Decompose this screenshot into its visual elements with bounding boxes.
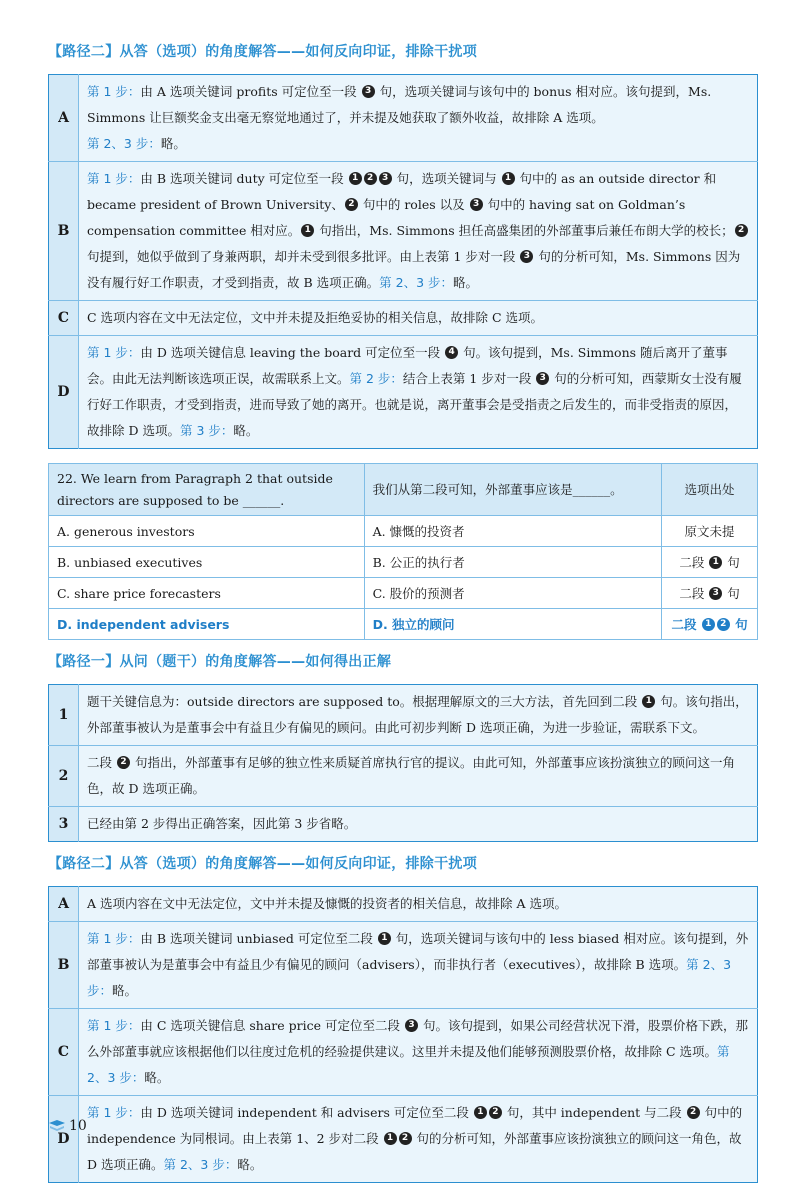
analysis-text: 结合上表第 1 步对一段 (402, 371, 536, 386)
q21-option-label: D (49, 336, 79, 449)
route1-step-content (79, 685, 758, 746)
analysis-text: 略。 (453, 275, 479, 290)
sentence-number-badge: 2 (345, 198, 358, 211)
sentence-number-badge: 3 (362, 85, 375, 98)
q22-option-row-d (49, 1096, 758, 1183)
q21-option-label: A (49, 75, 79, 162)
q22-option-source (662, 609, 758, 640)
source-text: 二段 (679, 586, 709, 601)
sentence-number-badge: 1 (384, 1132, 397, 1145)
q22-option-label: A (49, 887, 79, 922)
analysis-text: 句指出，外部董事有足够的独立性来质疑首席执行官的提议。由此可知，外部董事应该扮演独立的顾问这一角色，故 D 选项正确。 (87, 755, 735, 796)
q21-option-label: C (49, 301, 79, 336)
q22-option-content (79, 887, 758, 922)
sentence-number-badge: 1 (642, 695, 655, 708)
source-text: 句 (723, 555, 740, 570)
route1-step-row-3 (49, 807, 758, 842)
sentence-number-badge: 3 (536, 372, 549, 385)
step-label: 第 3 步： (179, 423, 234, 438)
q22-source-header: 选项出处 (662, 464, 758, 516)
q22-option-row (49, 547, 758, 578)
step-label: 第 1 步： (87, 1018, 141, 1033)
analysis-text: 句，选项关键词与 (392, 171, 501, 186)
q22-option-row-b (49, 922, 758, 1009)
q21-option-row-c (49, 301, 758, 336)
q21-option-content (79, 301, 758, 336)
analysis-text: 由 A 选项关键词 profits 可定位至一段 (140, 84, 361, 99)
sentence-number-badge: 3 (470, 198, 483, 211)
q22-option-row-c (49, 1009, 758, 1096)
analysis-text: 二段 (87, 755, 116, 770)
route1-step-label: 1 (49, 685, 79, 746)
sentence-number-badge: 3 (709, 587, 722, 600)
q22-option-english: B. unbiased executives (49, 547, 365, 578)
route1-step-label: 3 (49, 807, 79, 842)
step-label: 第 1 步： (87, 931, 141, 946)
step-label: 第 1 步： (87, 84, 141, 99)
analysis-text: 略。 (144, 1070, 170, 1085)
q21-option-row-a (49, 75, 758, 162)
sentence-number-badge: 1 (378, 932, 391, 945)
q22-header-row (49, 464, 758, 516)
q21-option-content (79, 75, 758, 162)
analysis-text: 由 B 选项关键词 duty 可定位至一段 (140, 171, 348, 186)
sentence-number-badge: 2 (117, 756, 130, 769)
sentence-number-badge: 2 (364, 172, 377, 185)
q21-option-row-d (49, 336, 758, 449)
q21-option-content (79, 336, 758, 449)
sentence-number-badge: 1 (349, 172, 362, 185)
analysis-text: 句的分析可知，外部董事应该扮演独立的顾问这一角色，故 D 选项正确。 (87, 1131, 742, 1172)
source-text: 句 (730, 617, 748, 632)
q22-route1-steps-table (48, 684, 758, 842)
q21-option-content (79, 162, 758, 301)
analysis-text: 句中的 having sat on Goldman’s compensation committee 相对应。 (87, 197, 686, 238)
sentence-number-badge: 2 (717, 618, 730, 631)
q22-option-chinese: C. 股价的预测者 (364, 578, 662, 609)
analysis-text: 句，选项关键词与该句中的 bonus 相对应。该句提到，Ms. Simmons 让巨额奖金支出毫无察觉地通过了，并未提及她获取了额外收益，故排除 A 选项。 (87, 84, 712, 125)
q22-option-row-a (49, 887, 758, 922)
analysis-text: C 选项内容在文中无法定位，文中并未提及拒绝妥协的相关信息，故排除 C 选项。 (87, 310, 544, 325)
q22-option-row (49, 609, 758, 640)
q21-option-label: B (49, 162, 79, 301)
book-icon (48, 1119, 66, 1133)
q22-english-question: 22. We learn from Paragraph 2 that outside directors are supposed to be ______. (49, 464, 365, 516)
analysis-text: A 选项内容在文中无法定位，文中并未提及慷慨的投资者的相关信息，故排除 A 选项。 (87, 896, 567, 911)
q22-option-source (662, 516, 758, 547)
analysis-text: 句中的 as an outside director 和 became president of Brown University、 (87, 171, 717, 212)
route2-heading-q21: 【路径二】从答（选项）的角度解答——如何反向印证，排除干扰项 (48, 44, 477, 60)
analysis-text: 略。 (237, 1157, 263, 1172)
analysis-text: 句中的 independence 为同根词。由上表第 1、2 步对二段 (87, 1105, 743, 1146)
analysis-text: 由 B 选项关键词 unbiased 可定位至二段 (140, 931, 377, 946)
q22-option-content (79, 1096, 758, 1183)
analysis-text: 句。该句指出，外部董事被认为是董事会中有益且少有偏见的顾问。由此可初步判断 D 选项正确，为进一步验证，需联系下文。 (87, 694, 748, 735)
q22-option-content (79, 922, 758, 1009)
sentence-number-badge: 2 (687, 1106, 700, 1119)
page-footer (48, 1115, 87, 1137)
sentence-number-badge: 2 (489, 1106, 502, 1119)
q22-option-source (662, 578, 758, 609)
analysis-text: 句。该句提到，如果公司经营状况下滑，股票价格下跌，那么外部董事就应该根据他们以往度过危机的经验提供建议。这里并未提及他们能够预测股票价格，故排除 C 选项。 (87, 1018, 748, 1059)
analysis-text: 由 C 选项关键信息 share price 可定位至二段 (140, 1018, 404, 1033)
analysis-text: 句，其中 independent 与二段 (502, 1105, 686, 1120)
step-label: 第 2、3 步： (163, 1157, 238, 1172)
analysis-text: 句指出，Ms. Simmons 担任高盛集团的外部董事后兼任布朗大学的校长； (315, 223, 734, 238)
q22-option-label: C (49, 1009, 79, 1096)
analysis-text: 句的分析可知，Ms. Simmons 因为没有履行好工作职责，才受到指责，故 B 选项正确。 (87, 249, 741, 290)
sentence-number-badge: 1 (301, 224, 314, 237)
analysis-text: 略。 (160, 136, 186, 151)
analysis-text: 句中的 roles 以及 (358, 197, 469, 212)
sentence-number-badge: 1 (702, 618, 715, 631)
sentence-number-badge: 1 (474, 1106, 487, 1119)
q22-option-label: B (49, 922, 79, 1009)
analysis-text: 已经由第 2 步得出正确答案，因此第 3 步省略。 (87, 816, 357, 831)
sentence-number-badge: 3 (520, 250, 533, 263)
sentence-number-badge: 4 (445, 346, 458, 359)
q21-options-analysis-table (48, 74, 758, 449)
analysis-text: 句。该句提到，Ms. Simmons 随后离开了董事会。由此无法判断该选项正误，故需联系上文。 (87, 345, 728, 386)
route1-heading-q22: 【路径一】从问（题干）的角度解答——如何得出正解 (48, 654, 392, 670)
analysis-text: 句，选项关键词与该句中的 less biased 相对应。该句提到，外部董事被认为是董事会中有益且少有偏见的顾问（advisers），而非执行者（executives），故排除 B 选项。 (87, 931, 749, 972)
step-label: 第 1 步： (87, 1105, 141, 1120)
q21-option-row-b (49, 162, 758, 301)
analysis-text: 由 D 选项关键信息 leaving the board 可定位至一段 (140, 345, 445, 360)
source-text: 二段 (671, 617, 701, 632)
q22-option-english: C. share price forecasters (49, 578, 365, 609)
route1-step-row-2 (49, 746, 758, 807)
analysis-text: 由 D 选项关键词 independent 和 advisers 可定位至二段 (140, 1105, 473, 1120)
q22-option-chinese: B. 公正的执行者 (364, 547, 662, 578)
q22-option-label: D (49, 1096, 79, 1183)
q22-options-analysis-table (48, 886, 758, 1183)
q22-option-english: D. independent advisers (49, 609, 365, 640)
step-label: 第 1 步： (87, 171, 141, 186)
step-label: 第 2、3 步： (379, 275, 453, 290)
source-text: 句 (723, 586, 740, 601)
route1-step-content (79, 746, 758, 807)
q22-option-english: A. generous investors (49, 516, 365, 547)
q22-question-table (48, 463, 758, 640)
analysis-text: 句提到，她似乎做到了身兼两职，却并未受到很多批评。由上表第 1 步对一段 (87, 249, 520, 264)
step-label: 第 2、3 步： (87, 957, 732, 998)
q22-option-row (49, 516, 758, 547)
q22-option-source (662, 547, 758, 578)
q22-option-chinese: D. 独立的顾问 (364, 609, 662, 640)
analysis-text: 句的分析可知，西蒙斯女士没有履行好工作职责，才受到指责，进而导致了她的离开。也就是说，离开董事会是受指责之后发生的，而非受指责的原因，故排除 D 选项。 (87, 371, 742, 438)
sentence-number-badge: 3 (405, 1019, 418, 1032)
route1-step-row-1 (49, 685, 758, 746)
q22-option-chinese: A. 慷慨的投资者 (364, 516, 662, 547)
route1-step-label: 2 (49, 746, 79, 807)
analysis-text: 略。 (233, 423, 259, 438)
step-label: 第 2、3 步： (87, 136, 161, 151)
analysis-text: 题干关键信息为：outside directors are supposed to。根据理解原文的三大方法，首先回到二段 (87, 694, 642, 709)
page-content (48, 40, 758, 1183)
sentence-number-badge: 1 (502, 172, 515, 185)
q22-option-content (79, 1009, 758, 1096)
source-text: 二段 (679, 555, 709, 570)
step-label: 第 1 步： (87, 345, 141, 360)
step-label: 第 2 步： (349, 371, 403, 386)
q22-option-row (49, 578, 758, 609)
route1-step-content (79, 807, 758, 842)
sentence-number-badge: 2 (735, 224, 748, 237)
sentence-number-badge: 2 (399, 1132, 412, 1145)
sentence-number-badge: 3 (379, 172, 392, 185)
source-text: 原文未提 (684, 524, 735, 539)
route2-heading-q22: 【路径二】从答（选项）的角度解答——如何反向印证，排除干扰项 (48, 856, 477, 872)
sentence-number-badge: 1 (709, 556, 722, 569)
page-number: 10 (69, 1118, 87, 1134)
q22-chinese-question: 我们从第二段可知，外部董事应该是______。 (364, 464, 662, 516)
analysis-text: 略。 (112, 983, 138, 998)
step-label: 第 2、3 步： (87, 1044, 730, 1085)
